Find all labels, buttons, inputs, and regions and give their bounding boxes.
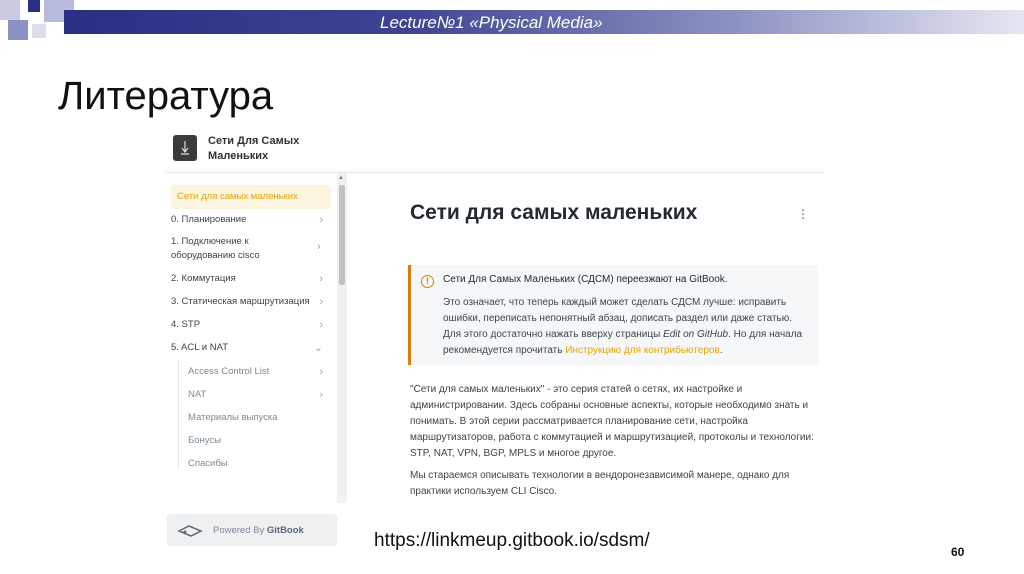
sidebar-item-label: 3. Статическая маршрутизация <box>171 296 310 307</box>
sidebar-item-label: 0. Планирование <box>171 214 247 225</box>
sidebar-subitem-materials[interactable] <box>188 411 326 425</box>
scrollbar-thumb[interactable] <box>339 185 345 285</box>
vendor-paragraph: Мы стараемся описывать технологии в вендоронезависимой манере, однако для практики используем CLI Cisco. <box>410 470 790 497</box>
more-options-icon[interactable]: ⋮ <box>797 207 809 221</box>
sidebar-item-label: Материалы выпуска <box>188 412 278 423</box>
powered-brand: GitBook <box>266 525 304 536</box>
decor-square <box>28 0 40 12</box>
powered-by-gitbook[interactable] <box>167 514 337 546</box>
powered-prefix: Powered By <box>213 525 265 536</box>
hint-heading: Сети Для Самых Маленьких (СДСМ) переезжают на GitBook. <box>443 274 728 285</box>
sidebar <box>165 173 337 536</box>
gitbook-logo-icon <box>177 523 203 537</box>
hint-text: Это означает, что теперь каждый может сделать СДСМ лучше: исправить ошибки, переписать непонятный абзац, дописать раздел или даже статью. Для этого достаточно нажать вверху страницы <box>443 297 793 340</box>
page-number: 60 <box>951 545 965 559</box>
gitbook-screenshot <box>165 127 825 536</box>
sidebar-item-label: 5. ACL и NAT <box>171 342 229 353</box>
warning-icon: ! <box>421 275 434 288</box>
chevron-right-icon[interactable]: › <box>319 366 323 378</box>
page-title: Сети для самых маленьких <box>410 201 698 224</box>
hint-text: . <box>719 345 723 356</box>
chevron-right-icon[interactable]: › <box>319 273 323 285</box>
sidebar-item-label: 1. Подключение к оборудованию cisco <box>171 236 260 261</box>
lecture-title: Lecture№1 «Physical Media» <box>380 13 603 32</box>
scroll-up-icon[interactable]: ▲ <box>338 175 344 181</box>
hint-text: . Но для начала рекомендуется прочитать <box>443 329 803 356</box>
subtree-line <box>178 359 179 469</box>
sidebar-scrollbar[interactable] <box>337 173 347 503</box>
chevron-right-icon[interactable]: › <box>319 296 323 308</box>
sidebar-item-label: Спасибы <box>188 458 228 469</box>
contributors-guide-link[interactable]: Инструкцию для контрибьютеров <box>565 345 720 356</box>
sidebar-item-static-routing[interactable] <box>171 295 331 309</box>
sidebar-subitem-bonus[interactable] <box>188 434 326 448</box>
decor-square <box>32 24 46 38</box>
slide-title: Литература <box>58 74 274 118</box>
sidebar-item-stp[interactable] <box>171 318 331 332</box>
sidebar-item-label: 4. STP <box>171 319 201 330</box>
decor-square <box>0 0 20 20</box>
sidebar-item-label: NAT <box>188 389 207 400</box>
sidebar-subitem-thanks[interactable] <box>188 457 326 471</box>
hint-callout <box>408 265 818 365</box>
slide-header-banner <box>0 0 1024 36</box>
space-logo-icon <box>173 135 197 161</box>
chevron-right-icon[interactable]: › <box>317 241 321 253</box>
sidebar-subitem-nat[interactable] <box>188 388 326 402</box>
chevron-right-icon[interactable]: › <box>319 319 323 331</box>
hint-body <box>443 295 811 359</box>
sidebar-item-cisco[interactable] <box>171 235 296 263</box>
source-url[interactable]: https://linkmeup.gitbook.io/sdsm/ <box>374 530 650 551</box>
chevron-right-icon[interactable]: › <box>319 214 323 226</box>
sidebar-item-home[interactable] <box>171 185 331 209</box>
chevron-down-icon[interactable]: ⌄ <box>313 342 323 354</box>
decor-square <box>8 20 28 40</box>
chevron-right-icon[interactable]: › <box>319 389 323 401</box>
sidebar-item-switching[interactable] <box>171 272 331 286</box>
sidebar-item-label: 2. Коммутация <box>171 273 236 284</box>
hint-italic-text: Edit on GitHub <box>663 329 729 340</box>
sidebar-item-label: Access Control List <box>188 366 270 377</box>
sidebar-item-label: Бонусы <box>188 435 221 446</box>
space-title[interactable]: Сети Для Самых Маленьких <box>208 135 300 162</box>
sidebar-item-label: Сети для самых маленьких <box>177 191 298 202</box>
intro-paragraph: "Сети для самых маленьких" - это серия статей о сетях, их настройке и администрировании. Здесь собраны основные аспекты, которые необходимо знать и понимать. В этой серии рассматривается планирование сети, настройка маршрутизаторов, работа с коммутацией и маршрутизацией, протоколы и технологии: STP, NAT, VPN, BGP, MPLS и многое другое. <box>410 384 814 459</box>
sidebar-subitem-acl[interactable] <box>188 365 326 379</box>
sidebar-item-acl-nat[interactable] <box>171 341 331 355</box>
sidebar-item-planning[interactable] <box>171 213 331 227</box>
